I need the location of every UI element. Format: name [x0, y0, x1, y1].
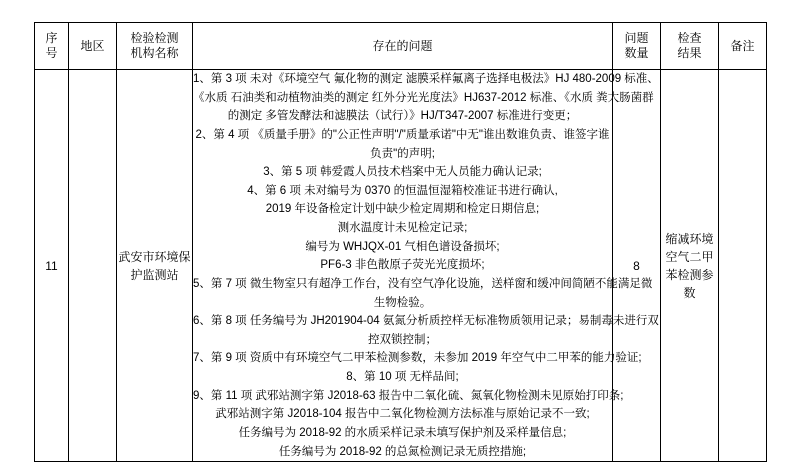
- issue-line: 测水温度计未见检定记录;: [337, 222, 468, 234]
- cell-org: 武安市环境保护监测站: [117, 70, 193, 462]
- issue-line: 2、第 4 项 《质量手册》的"公正性声明"/"质量承诺"中无"谁出数谁负责、谁签字谁: [195, 128, 610, 141]
- issue-line: 6、第 8 项 任务编号为 JH201904-04 氨氮分析质控样无标准物质领用记录；易制毒未进行双: [193, 315, 659, 328]
- issue-line: 4、第 6 项 未对编号为 0370 的恒温恒湿箱校准证书进行确认,: [247, 184, 558, 197]
- issue-line: 任务编号为 2018-92 的水质采样记录未填写保护剂及采样量信息;: [238, 426, 567, 439]
- column-header-no-line2: 号: [45, 46, 58, 60]
- column-header-count-line1: 问题: [624, 31, 649, 45]
- column-header-org-line1: 检验检测: [130, 31, 179, 45]
- table-header: [35, 23, 767, 70]
- column-header-org-line2: 机构名称: [130, 46, 179, 60]
- issue-line: 的测定 多管发酵法和滤膜法（试行）》HJ/T347-2007 标准进行变更；: [227, 110, 578, 123]
- column-header-region: 地区: [69, 23, 117, 70]
- cell-remark: [719, 70, 767, 462]
- table-row: [35, 70, 767, 462]
- issue-line: 任务编号为 2018-92 的总氮检测记录无质控措施;: [278, 445, 527, 458]
- column-header-result-line2: 结果: [677, 46, 702, 60]
- issue-line: 编号为 WHJQX-01 气相色谱设备损坏;: [305, 240, 500, 253]
- issue-line: 3、第 5 项 韩爱霞人员技术档案中无人员能力确认记录;: [263, 166, 542, 179]
- issue-line: 控双锁控制；: [368, 333, 437, 346]
- cell-count: 8: [613, 70, 661, 462]
- issue-line: 1、第 3 项 未对《环境空气 氟化物的测定 滤膜采样氟离子选择电极法》HJ 480-2009 标准、: [193, 73, 659, 85]
- column-header-issue: 存在的问题: [193, 23, 613, 70]
- issue-line: 负责"的声明;: [370, 147, 435, 160]
- issue-line: 武邪站测字第 J2018-104 报告中二氧化物检测方法标准与原始记录不一致;: [215, 408, 590, 421]
- issue-line: 5、第 7 项 微生物室只有超净工作台，没有空气净化设施，送样窗和缓冲间简陋不能满足微: [193, 277, 653, 290]
- cell-region: [69, 70, 117, 462]
- issue-line: 9、第 11 项 武邪站测字第 J2018-63 报告中二氧化硫、氮氧化物检测未见原始打印条;: [193, 389, 624, 402]
- issue-line: 8、第 10 项 无样品间;: [346, 371, 459, 383]
- issue-lines: [193, 70, 659, 461]
- issue-line: PF6-3 非色散原子荧光光度损坏;: [320, 259, 485, 272]
- column-header-org: [117, 23, 193, 70]
- inspection-issues-table: [34, 22, 767, 462]
- column-header-result: [661, 23, 719, 70]
- table-body: [35, 70, 767, 462]
- column-header-no-line1: 序: [45, 31, 58, 45]
- cell-no: 11: [35, 70, 69, 462]
- column-header-remark: 备注: [719, 23, 767, 70]
- column-header-result-line1: 检查: [677, 31, 702, 45]
- cell-result: 缩减环境空气二甲苯检测参数: [661, 70, 719, 462]
- issue-line: 2019 年设备检定计划中缺少检定周期和检定日期信息;: [265, 203, 540, 216]
- issue-line: 生物检验。: [373, 296, 432, 309]
- table-header-row: [35, 23, 767, 70]
- issue-line: 《水质 石油类和动植物油类的测定 红外分光光度法》HJ637-2012 标准、《水质 粪大肠菌群: [193, 91, 654, 104]
- column-header-count-line2: 数量: [624, 46, 649, 60]
- issue-line: 7、第 9 项 资质中有环境空气二甲苯检测参数，未参加 2019 年空气中二甲苯的能力验证;: [193, 352, 642, 365]
- column-header-count: [613, 23, 661, 70]
- column-header-no: [35, 23, 69, 70]
- cell-issue: [193, 70, 659, 462]
